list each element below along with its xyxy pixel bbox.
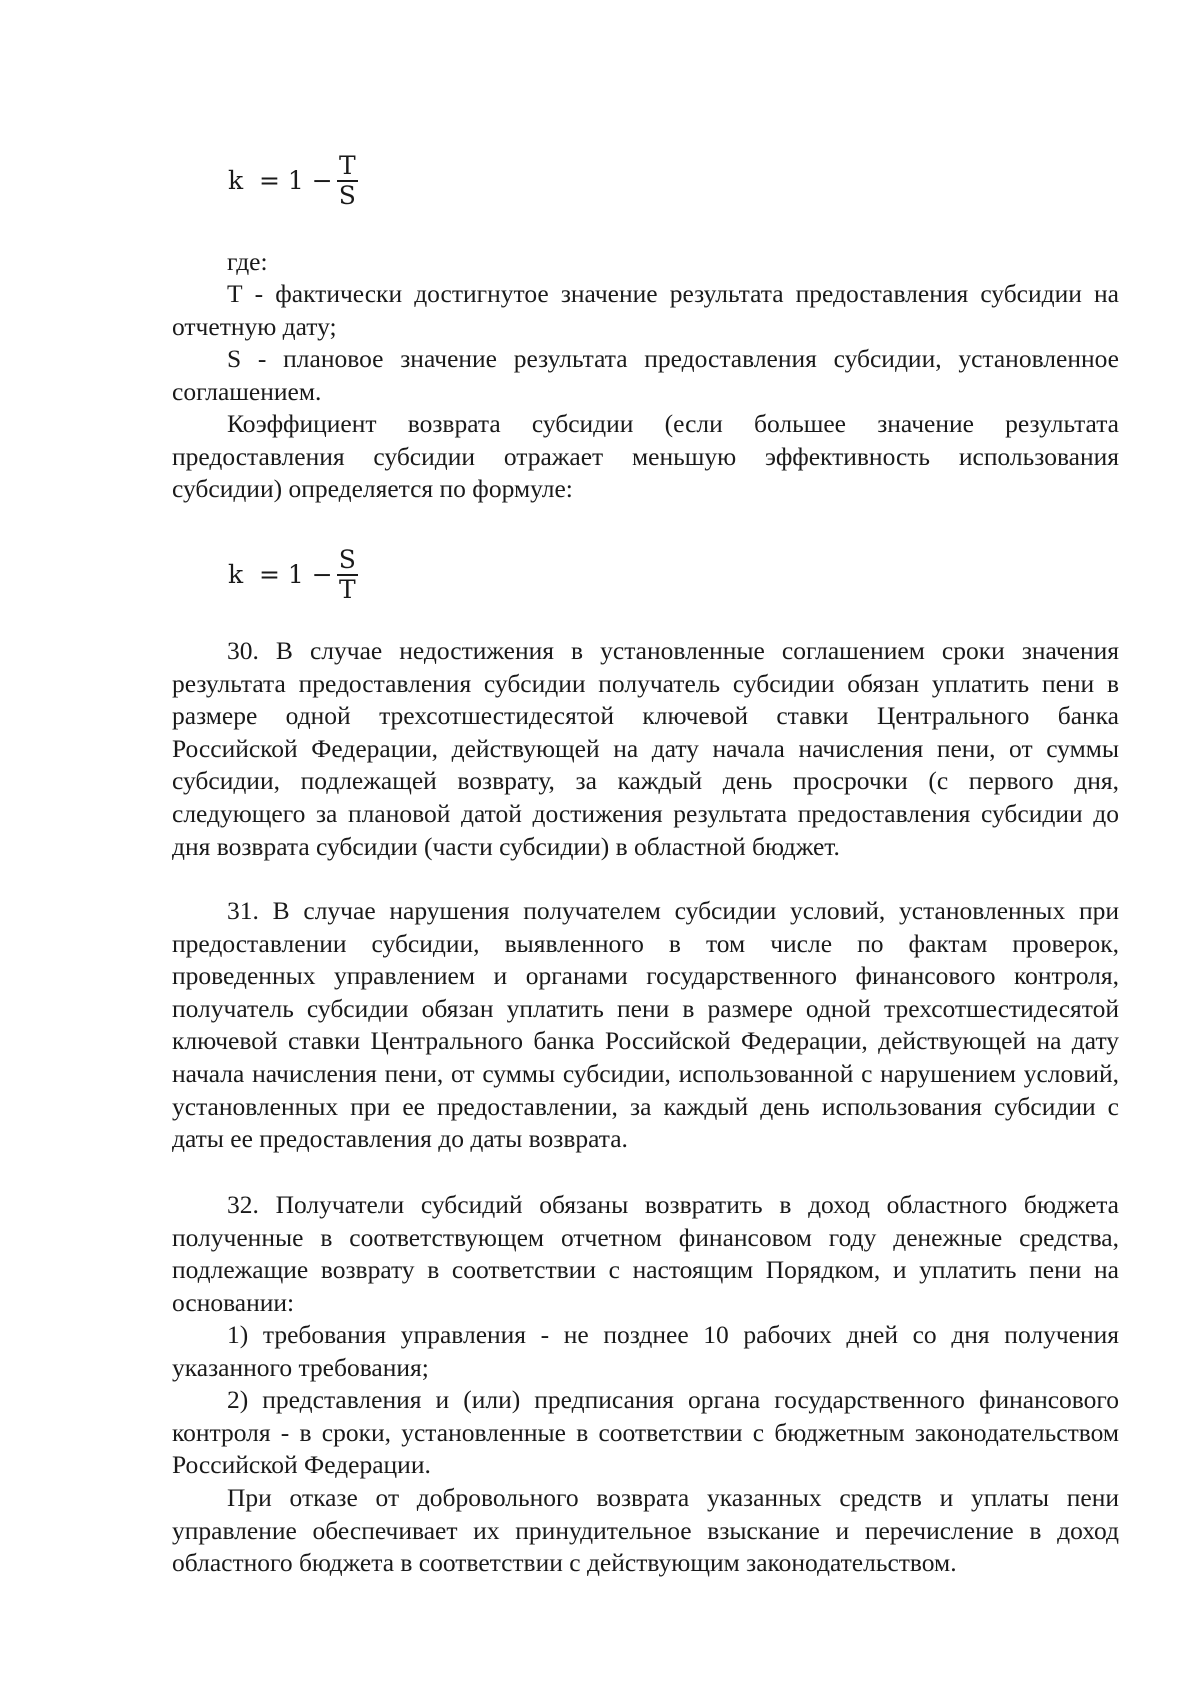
paragraph-32-item-2: 2) представления и (или) предписания органа государственного финансового контроля - в сроки, установленные в соответствии с бюджетным законодательством Российской Федерации. — [172, 1385, 1119, 1480]
definition-s: S - плановое значение результата предоставления субсидии, установленное соглашением. — [172, 344, 1119, 406]
formula-lhs: k = 1 − — [228, 165, 333, 195]
fraction-numerator: T — [338, 151, 356, 180]
formula-lhs: k = 1 − — [228, 559, 333, 589]
where-label: где: — [227, 247, 268, 276]
formula-return-coefficient-1 — [228, 145, 358, 217]
fraction-denominator: T — [338, 575, 356, 604]
formula-fraction — [337, 152, 358, 210]
paragraph-30: 30. В случае недостижения в установленные соглашением сроки значения результата предоставления субсидии получатель субсидии обязан уплатить пени в размере одной трехсотшестидесятой ключевой ставки Центрального банка Российской Федерации, действующей на дату начала начисления пени, от суммы субсидии, подлежащей возврату, за каждый день просрочки (с первого дня, следующего за плановой датой достижения результата предоставления субсидии до дня возврата субсидии (части субсидии) в областной бюджет. — [172, 636, 1119, 861]
paragraph-31: 31. В случае нарушения получателем субсидии условий, установленных при предоставлении субсидии, выявленного в том числе по фактам проверок, проведенных управлением и органами государственного финансового контроля, получатель субсидии обязан уплатить пени в размере одной трехсотшестидесятой ключевой ставки Центрального банка Российской Федерации, действующей на дату начала начисления пени, от суммы субсидии, использованной с нарушением условий, установленных при ее предоставлении, за каждый день использования субсидии с даты ее предоставления до даты возврата. — [172, 896, 1119, 1154]
definition-t: Т - фактически достигнутое значение результата предоставления субсидии на отчетную дату; — [172, 279, 1119, 341]
coefficient-paragraph: Коэффициент возврата субсидии (если большее значение результата предоставления субсидии отражает меньшую эффективность использования субсидии) определяется по формуле: — [172, 409, 1119, 504]
fraction-denominator: S — [338, 181, 356, 210]
paragraph-32: 32. Получатели субсидий обязаны возвратить в доход областного бюджета полученные в соответствующем отчетном финансовом году денежные средства, подлежащие возврату в соответствии с настоящим Порядком, и уплатить пени на основании: — [172, 1190, 1119, 1317]
fraction-numerator: S — [338, 545, 356, 574]
formula-fraction — [337, 546, 358, 604]
paragraph-refusal: При отказе от добровольного возврата указанных средств и уплаты пени управление обеспечивает их принудительное взыскание и перечисление в доход областного бюджета в соответствии с действующим законодательством. — [172, 1483, 1119, 1578]
paragraph-32-item-1: 1) требования управления - не позднее 10 рабочих дней со дня получения указанного требования; — [172, 1320, 1119, 1382]
formula-return-coefficient-2 — [228, 539, 358, 611]
